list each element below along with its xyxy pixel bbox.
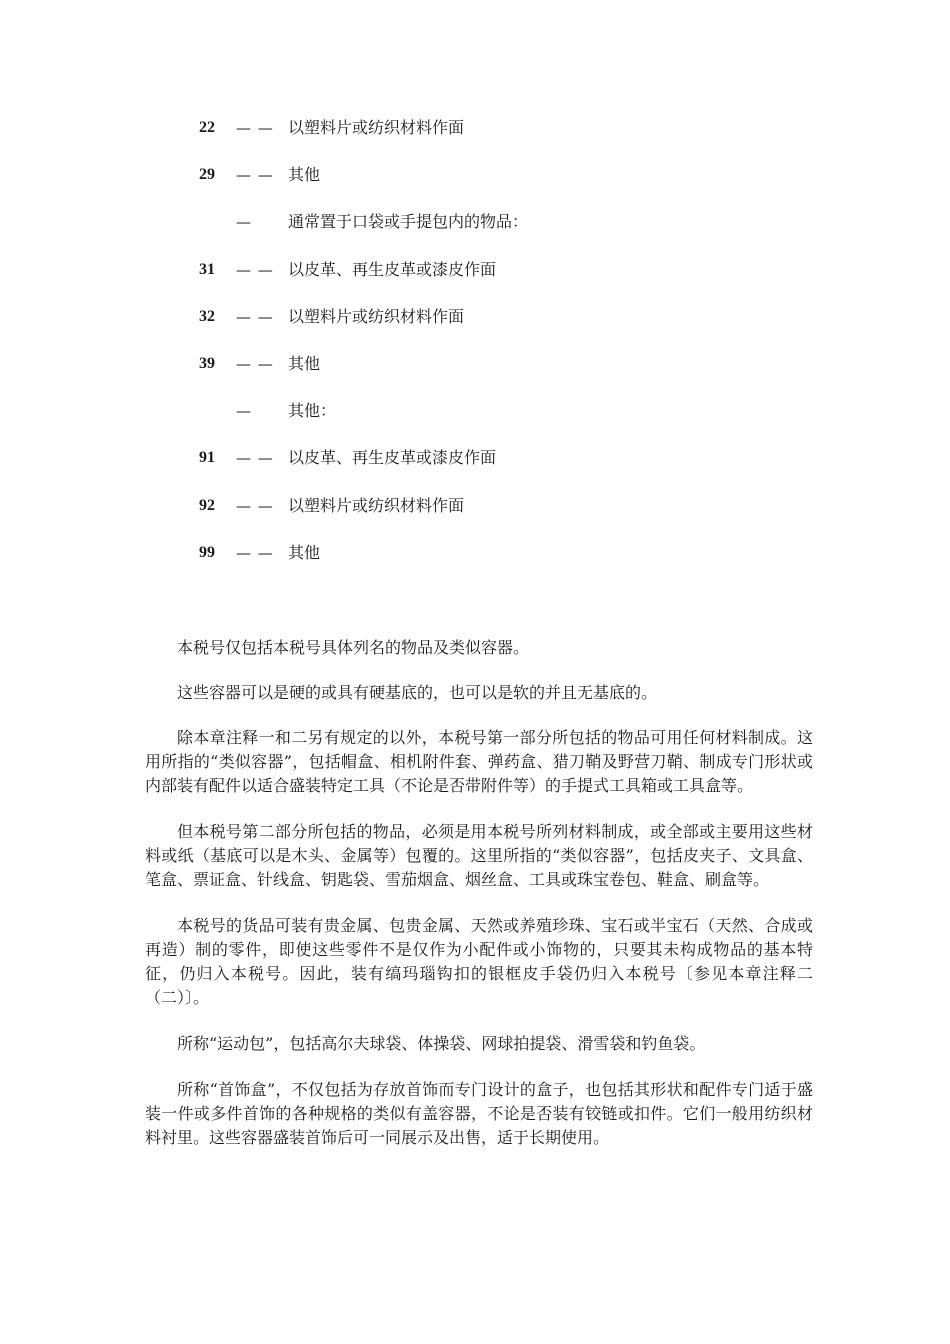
subheading-code: 39 bbox=[199, 354, 215, 372]
subheading-text: 以皮革、再生皮革或漆皮作面 bbox=[288, 448, 497, 468]
subheading-text: 以塑料片或纺织材料作面 bbox=[288, 495, 465, 515]
subheading-dash: — — bbox=[236, 496, 274, 515]
subheading-text: 通常置于口袋或手提包内的物品： bbox=[288, 212, 529, 232]
subheading-list bbox=[0, 112, 950, 584]
subheading-text: 其他 bbox=[288, 353, 321, 373]
note-paragraph: 但本税号第二部分所包括的物品，必须是用本税号所列材料制成，或全部或主要用这些材料或纸（基底可以是木头、金属等）包覆的。这里所指的“类似容器”，包括皮夹子、文具盒、笔盒、票证盒、针线盒、钥匙袋、雪茄烟盒、烟丝盒、工具或珠宝卷包、鞋盒、刷盒等。 bbox=[145, 822, 813, 889]
subheading-code: 92 bbox=[199, 496, 215, 514]
subheading-text: 其他： bbox=[288, 401, 337, 421]
note-paragraph: 所称“首饰盒”，不仅包括为存放首饰而专门设计的盒子，也包括其形状和配件专门适于盛装一件或多件首饰的各种规格的类似有盖容器，不论是否装有铰链或扣件。它们一般用纺织材料衬里。这些容器盛装首饰后可一同展示及出售，适于长期使用。 bbox=[145, 1080, 813, 1147]
subheading-dash: — bbox=[236, 402, 252, 421]
note-paragraph: 所称“运动包”，包括高尔夫球袋、体操袋、网球拍提袋、滑雪袋和钓鱼袋。 bbox=[177, 1034, 706, 1053]
subheading-row bbox=[0, 537, 950, 584]
note-paragraph: 除本章注释一和二另有规定的以外，本税号第一部分所包括的物品可用任何材料制成。这用所指的“类似容器”，包括帽盒、相机附件套、弹药盒、猎刀鞘及野营刀鞘、制成专门形状或内部装有配件以适合盛装特定工具（不论是否带附件等）的手提式工具箱或工具盒等。 bbox=[145, 728, 813, 795]
subheading-row bbox=[0, 301, 950, 348]
subheading-code: 99 bbox=[199, 543, 215, 561]
subheading-row bbox=[0, 490, 950, 537]
subheading-code: 22 bbox=[199, 119, 215, 136]
subheading-code: 31 bbox=[199, 260, 215, 278]
subheading-dash: — — bbox=[236, 260, 274, 279]
subheading-row bbox=[0, 442, 950, 489]
note-paragraph: 本税号仅包括本税号具体列名的物品及类似容器。 bbox=[177, 638, 530, 657]
subheading-text: 以塑料片或纺织材料作面 bbox=[288, 118, 465, 137]
subheading-code: 91 bbox=[199, 449, 215, 467]
subheading-dash: — — bbox=[236, 449, 274, 468]
subheading-dash: — bbox=[236, 213, 252, 232]
subheading-row bbox=[0, 348, 950, 395]
subheading-row bbox=[0, 254, 950, 301]
subheading-text: 以皮革、再生皮革或漆皮作面 bbox=[288, 259, 497, 279]
subheading-dash: — — bbox=[236, 166, 274, 185]
subheading-row bbox=[0, 112, 950, 159]
subheading-dash: — — bbox=[236, 119, 274, 137]
subheading-dash: — — bbox=[236, 354, 274, 373]
subheading-row bbox=[0, 159, 950, 206]
subheading-row bbox=[0, 395, 950, 442]
subheading-text: 以塑料片或纺织材料作面 bbox=[288, 306, 465, 326]
note-paragraph: 本税号的货品可装有贵金属、包贵金属、天然或养殖珍珠、宝石或半宝石（天然、合成或再造）制的零件，即使这些零件不是仅作为小配件或小饰物的，只要其未构成物品的基本特征，仍归入本税号。因此，装有缟玛瑙钩扣的银框皮手袋仍归入本税号〔参见本章注释二（二）〕。 bbox=[145, 916, 813, 1007]
subheading-text: 其他 bbox=[288, 165, 321, 185]
explanatory-notes bbox=[145, 636, 813, 1172]
subheading-text: 其他 bbox=[288, 542, 321, 562]
subheading-dash: — — bbox=[236, 307, 274, 326]
subheading-code: 29 bbox=[199, 166, 215, 184]
subheading-dash: — — bbox=[236, 543, 274, 562]
subheading-code: 32 bbox=[199, 307, 215, 325]
note-paragraph: 这些容器可以是硬的或具有硬基底的，也可以是软的并且无基底的。 bbox=[177, 683, 658, 702]
subheading-row bbox=[0, 206, 950, 253]
